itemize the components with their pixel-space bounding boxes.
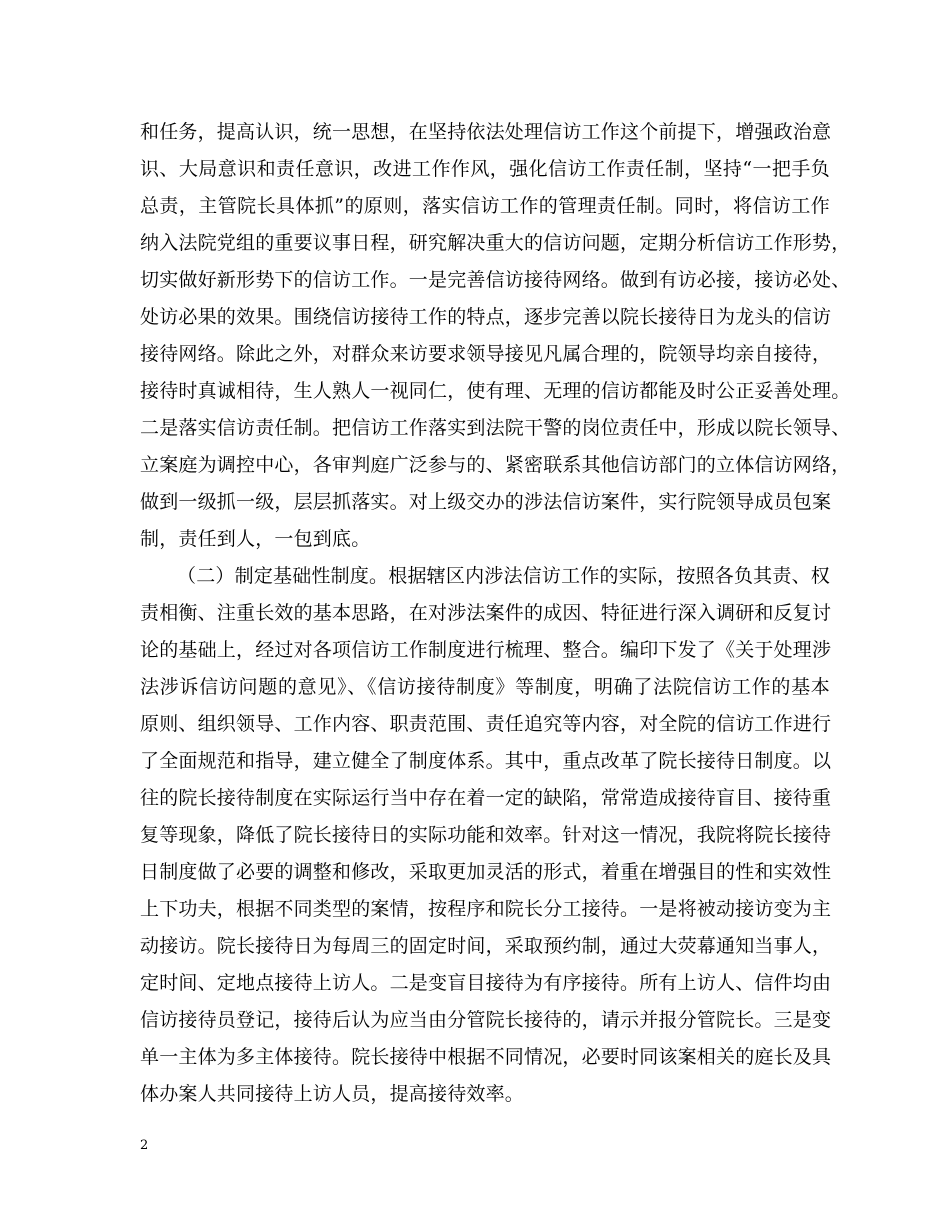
text-line: 原则、组织领导、工作内容、职责范围、责任追究等内容，对全院的信访工作进行 <box>140 713 832 735</box>
text-line: 信访接待员登记，接待后认为应当由分管院长接待的，请示并报分管院长。三是变 <box>140 1009 832 1031</box>
text-line: 体办案人共同接待上访人员，提高接待效率。 <box>140 1083 525 1105</box>
text-line: 了全面规范和指导，建立健全了制度体系。其中，重点改革了院长接待日制度。以 <box>140 750 832 772</box>
document-body <box>140 114 851 1113</box>
text-line: 接待时真诚相待，生人熟人一视同仁，使有理、无理的信访都能及时公正妥善处理。 <box>140 380 851 402</box>
text-line: 识、大局意识和责任意识，改进工作作风，强化信访工作责任制，坚持“一把手负 <box>140 158 830 180</box>
text-line: 日制度做了必要的调整和修改，采取更加灵活的形式，着重在增强目的性和实效性 <box>140 861 832 883</box>
text-line: 复等现象，降低了院长接待日的实际功能和效率。针对这一情况，我院将院长接待 <box>140 824 832 846</box>
text-line: 和任务，提高认识，统一思想，在坚持依法处理信访工作这个前提下，增强政治意 <box>140 121 832 143</box>
text-line: 单一主体为多主体接待。院长接待中根据不同情况，必要时同该案相关的庭长及具 <box>140 1046 832 1068</box>
text-line: 定时间、定地点接待上访人。二是变盲目接待为有序接待。所有上访人、信件均由 <box>140 972 832 994</box>
text-line: 接待网络。除此之外，对群众来访要求领导接见凡属合理的，院领导均亲自接待， <box>140 343 832 365</box>
text-line: 处访必果的效果。围绕信访接待工作的特点，逐步完善以院长接待日为龙头的信访 <box>140 306 832 328</box>
text-line: 切实做好新形势下的信访工作。一是完善信访接待网络。做到有访必接，接访必处、 <box>140 269 851 291</box>
text-line: 做到一级抓一级，层层抓落实。对上级交办的涉法信访案件，实行院领导成员包案 <box>140 491 832 513</box>
text-line: 动接访。院长接待日为每周三的固定时间，采取预约制，通过大荧幕通知当事人， <box>140 935 832 957</box>
text-line: 上下功夫，根据不同类型的案情，按程序和院长分工接待。一是将被动接访变为主 <box>140 898 832 920</box>
text-line: 制，责任到人，一包到底。 <box>140 528 371 550</box>
text-line: 法涉诉信访问题的意见》、《信访接待制度》等制度，明确了法院信访工作的基本 <box>140 676 830 698</box>
text-line: 往的院长接待制度在实际运行当中存在着一定的缺陷，常常造成接待盲目、接待重 <box>140 787 832 809</box>
text-line: 二是落实信访责任制。把信访工作落实到法院干警的岗位责任中，形成以院长领导、 <box>140 417 851 439</box>
text-line: 责相衡、注重长效的基本思路，在对涉法案件的成因、特征进行深入调研和反复讨 <box>140 602 832 624</box>
text-line: 立案庭为调控中心，各审判庭广泛参与的、紧密联系其他信访部门的立体信访网络， <box>140 454 851 476</box>
text-line: 纳入法院党组的重要议事日程，研究解决重大的信访问题，定期分析信访工作形势， <box>140 232 851 254</box>
text-line: 总责，主管院长具体抓”的原则，落实信访工作的管理责任制。同时，将信访工作 <box>140 195 830 217</box>
page-number: 2 <box>140 1138 149 1153</box>
text-line: 论的基础上，经过对各项信访工作制度进行梳理、整合。编印下发了《关于处理涉 <box>140 639 832 661</box>
text-line: （二）制定基础性制度。根据辖区内涉法信访工作的实际，按照各负其责、权 <box>177 565 830 587</box>
